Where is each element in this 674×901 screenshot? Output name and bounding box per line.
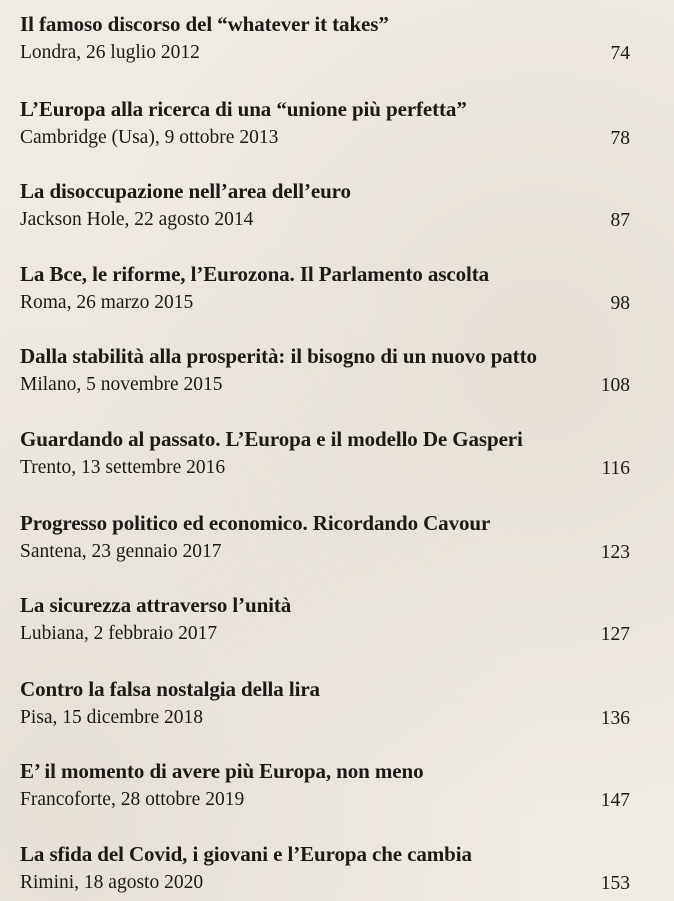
toc-entry [20,841,640,901]
entry-title: La Bce, le riforme, l’Eurozona. Il Parlamento ascolta [20,262,490,286]
entry-page-number: 98 [610,293,630,314]
toc-entry [20,178,640,238]
entry-page-number: 123 [600,542,630,563]
entry-title: Guardando al passato. L’Europa e il modello De Gasperi [20,427,523,451]
entry-page-number: 78 [610,128,630,149]
entry-page-number: 74 [610,43,630,64]
entry-page-number: 87 [610,210,630,231]
entry-place-date: Francoforte, 28 ottobre 2019 [20,789,245,810]
toc-entry [20,261,640,321]
entry-place-date: Trento, 13 settembre 2016 [20,457,226,478]
entry-place-date: Rimini, 18 agosto 2020 [20,872,204,893]
entry-place-date: Londra, 26 luglio 2012 [20,42,200,63]
entry-title: La sfida del Covid, i giovani e l’Europa che cambia [20,842,472,866]
entry-page-number: 136 [600,708,630,729]
entry-place-date: Roma, 26 marzo 2015 [20,292,194,313]
toc-entry [20,510,640,570]
toc-entry [20,343,640,403]
toc-entry [20,426,640,486]
entry-title: L’Europa alla ricerca di una “unione più perfetta” [20,97,467,121]
toc-entry [20,676,640,736]
toc-entry [20,592,640,652]
entry-place-date: Santena, 23 gennaio 2017 [20,541,222,562]
entry-page-number: 127 [600,624,630,645]
entry-title: La disoccupazione nell’area dell’euro [20,179,351,203]
entry-place-date: Pisa, 15 dicembre 2018 [20,707,204,728]
toc-entry [20,96,640,156]
toc-entry [20,11,640,71]
entry-title: La sicurezza attraverso l’unità [20,593,292,617]
entry-title: E’ il momento di avere più Europa, non meno [20,759,424,783]
entry-page-number: 116 [601,458,630,479]
entry-place-date: Lubiana, 2 febbraio 2017 [20,623,218,644]
entry-place-date: Jackson Hole, 22 agosto 2014 [20,209,254,230]
entry-title: Il famoso discorso del “whatever it takes” [20,12,389,36]
entry-title: Dalla stabilità alla prosperità: il bisogno di un nuovo patto [20,344,537,368]
entry-title: Contro la falsa nostalgia della lira [20,677,320,701]
entry-page-number: 147 [600,790,630,811]
entry-page-number: 153 [600,873,630,894]
entry-place-date: Milano, 5 novembre 2015 [20,374,223,395]
toc-entry [20,758,640,818]
entry-place-date: Cambridge (Usa), 9 ottobre 2013 [20,127,279,148]
entry-page-number: 108 [600,375,630,396]
entry-title: Progresso politico ed economico. Ricordando Cavour [20,511,491,535]
